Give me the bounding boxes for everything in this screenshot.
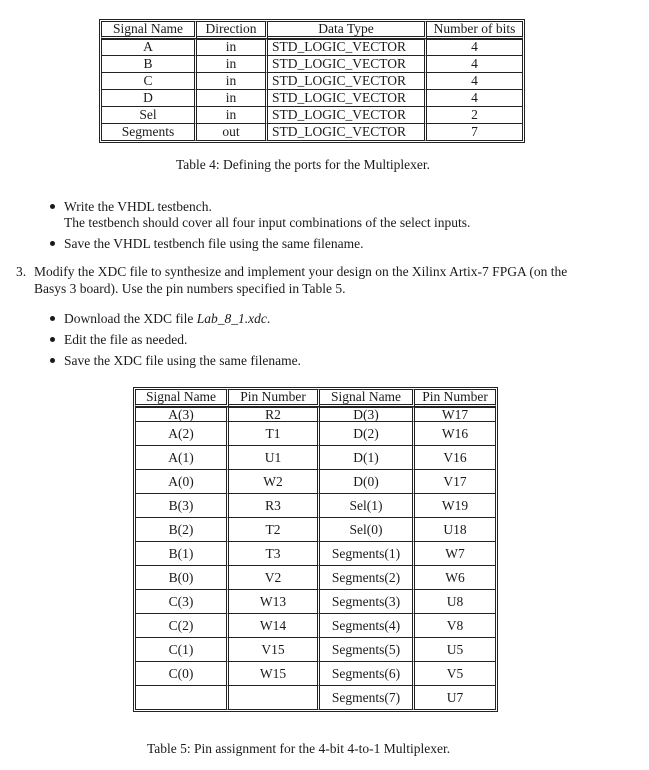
col-data-type: Data Type bbox=[268, 21, 427, 39]
table-row bbox=[101, 56, 523, 73]
table-cell: in bbox=[197, 107, 268, 124]
table-cell: STD_LOGIC_VECTOR bbox=[268, 90, 427, 107]
table-cell: V2 bbox=[229, 566, 320, 590]
table-cell: V15 bbox=[229, 638, 320, 662]
table-cell: W2 bbox=[229, 470, 320, 494]
table-row bbox=[135, 494, 496, 518]
table-cell: D(2) bbox=[320, 422, 415, 446]
table-row bbox=[101, 39, 523, 56]
table-cell: C(2) bbox=[135, 614, 229, 638]
table-row bbox=[135, 614, 496, 638]
table-cell: in bbox=[197, 56, 268, 73]
table-row bbox=[135, 638, 496, 662]
step-3-line2: Basys 3 board). Use the pin numbers specified in Table 5. bbox=[34, 281, 346, 296]
table-cell: Sel(0) bbox=[320, 518, 415, 542]
table-cell: STD_LOGIC_VECTOR bbox=[268, 73, 427, 90]
table-row bbox=[135, 542, 496, 566]
table-cell: V8 bbox=[415, 614, 496, 638]
table-row bbox=[101, 73, 523, 90]
bullet-dot bbox=[50, 358, 55, 363]
col-signal-name-left: Signal Name bbox=[135, 389, 229, 407]
table-cell: Segments(3) bbox=[320, 590, 415, 614]
table-cell: D(3) bbox=[320, 407, 415, 423]
table-cell: in bbox=[197, 73, 268, 90]
table-cell: A bbox=[101, 39, 197, 56]
table-cell: Segments(5) bbox=[320, 638, 415, 662]
table-cell: B(1) bbox=[135, 542, 229, 566]
bullet-write-testbench: Write the VHDL testbench. bbox=[50, 199, 212, 216]
table-row bbox=[101, 124, 523, 141]
table-cell: C(3) bbox=[135, 590, 229, 614]
table-cell: W15 bbox=[229, 662, 320, 686]
table-cell: Segments(4) bbox=[320, 614, 415, 638]
table-cell: W7 bbox=[415, 542, 496, 566]
table-cell: D bbox=[101, 90, 197, 107]
table-cell: 2 bbox=[427, 107, 523, 124]
table-5-caption: Table 5: Pin assignment for the 4-bit 4-to-1 Multiplexer. bbox=[147, 741, 451, 756]
table-cell: B(2) bbox=[135, 518, 229, 542]
table-5-pins bbox=[135, 389, 496, 710]
table-cell: in bbox=[197, 39, 268, 56]
table-cell: C(1) bbox=[135, 638, 229, 662]
table-4-caption: Table 4: Defining the ports for the Multiplexer. bbox=[176, 157, 430, 172]
table-cell: C(0) bbox=[135, 662, 229, 686]
table-cell: R2 bbox=[229, 407, 320, 423]
table-cell: C bbox=[101, 73, 197, 90]
table-cell bbox=[135, 686, 229, 710]
xdc-filename: Lab_8_1.xdc bbox=[196, 311, 267, 326]
table-cell: U8 bbox=[415, 590, 496, 614]
bullet-save-xdc: Save the XDC file using the same filename. bbox=[50, 353, 301, 370]
table-cell: 4 bbox=[427, 73, 523, 90]
table-cell: STD_LOGIC_VECTOR bbox=[268, 56, 427, 73]
table-row bbox=[135, 470, 496, 494]
table-cell: W14 bbox=[229, 614, 320, 638]
table-cell: 7 bbox=[427, 124, 523, 141]
step-3-line1: Modify the XDC file to synthesize and implement your design on the Xilinx Artix-7 FPGA (on the bbox=[34, 264, 568, 279]
table-cell: Segments(1) bbox=[320, 542, 415, 566]
table-cell: W13 bbox=[229, 590, 320, 614]
step-3-number: 3. bbox=[16, 264, 27, 279]
table-cell: B bbox=[101, 56, 197, 73]
table-cell: 4 bbox=[427, 56, 523, 73]
col-signal-name: Signal Name bbox=[101, 21, 197, 39]
table-cell: V5 bbox=[415, 662, 496, 686]
table-cell: W16 bbox=[415, 422, 496, 446]
table-cell: 4 bbox=[427, 90, 523, 107]
col-direction: Direction bbox=[197, 21, 268, 39]
bullet-edit-file: Edit the file as needed. bbox=[50, 332, 187, 349]
table-cell: 4 bbox=[427, 39, 523, 56]
table-row bbox=[135, 590, 496, 614]
table-cell: STD_LOGIC_VECTOR bbox=[268, 124, 427, 141]
table-cell: Segments(6) bbox=[320, 662, 415, 686]
table-4-ports bbox=[101, 21, 523, 141]
table-cell: Segments bbox=[101, 124, 197, 141]
bullet-testbench-detail: The testbench should cover all four input combinations of the select inputs. bbox=[64, 215, 471, 230]
bullet-dot bbox=[50, 204, 55, 209]
table-cell: W17 bbox=[415, 407, 496, 423]
bullet-dot bbox=[50, 316, 55, 321]
table-row bbox=[135, 407, 496, 423]
table-cell: U18 bbox=[415, 518, 496, 542]
table-row bbox=[135, 686, 496, 710]
table-header-row bbox=[101, 21, 523, 39]
table-cell: U7 bbox=[415, 686, 496, 710]
col-number-of-bits: Number of bits bbox=[427, 21, 523, 39]
col-pin-number-right: Pin Number bbox=[415, 389, 496, 407]
table-row bbox=[135, 422, 496, 446]
table-cell: A(2) bbox=[135, 422, 229, 446]
table-cell: D(0) bbox=[320, 470, 415, 494]
table-cell: U5 bbox=[415, 638, 496, 662]
table-cell: D(1) bbox=[320, 446, 415, 470]
table-cell: Segments(2) bbox=[320, 566, 415, 590]
table-cell: T2 bbox=[229, 518, 320, 542]
col-pin-number-left: Pin Number bbox=[229, 389, 320, 407]
col-signal-name-right: Signal Name bbox=[320, 389, 415, 407]
table-cell: Sel bbox=[101, 107, 197, 124]
table-cell: B(3) bbox=[135, 494, 229, 518]
table-row bbox=[135, 566, 496, 590]
table-cell: A(1) bbox=[135, 446, 229, 470]
table-cell: W19 bbox=[415, 494, 496, 518]
table-cell: STD_LOGIC_VECTOR bbox=[268, 107, 427, 124]
table-cell: STD_LOGIC_VECTOR bbox=[268, 39, 427, 56]
table-cell: T1 bbox=[229, 422, 320, 446]
table-row bbox=[135, 518, 496, 542]
table-cell: in bbox=[197, 90, 268, 107]
table-cell: R3 bbox=[229, 494, 320, 518]
table-row bbox=[135, 446, 496, 470]
table-cell bbox=[229, 686, 320, 710]
table-header-row bbox=[135, 389, 496, 407]
bullet-dot bbox=[50, 241, 55, 246]
bullet-dot bbox=[50, 337, 55, 342]
table-cell: V16 bbox=[415, 446, 496, 470]
table-cell: B(0) bbox=[135, 566, 229, 590]
table-cell: V17 bbox=[415, 470, 496, 494]
table-row bbox=[101, 107, 523, 124]
table-row bbox=[101, 90, 523, 107]
table-cell: Sel(1) bbox=[320, 494, 415, 518]
table-cell: out bbox=[197, 124, 268, 141]
table-cell: U1 bbox=[229, 446, 320, 470]
bullet-download-xdc: Download the XDC file Lab_8_1.xdc. bbox=[50, 311, 270, 328]
table-cell: Segments(7) bbox=[320, 686, 415, 710]
table-row bbox=[135, 662, 496, 686]
table-cell: T3 bbox=[229, 542, 320, 566]
table-cell: A(0) bbox=[135, 470, 229, 494]
table-cell: W6 bbox=[415, 566, 496, 590]
table-cell: A(3) bbox=[135, 407, 229, 423]
bullet-save-testbench: Save the VHDL testbench file using the same filename. bbox=[50, 236, 364, 253]
